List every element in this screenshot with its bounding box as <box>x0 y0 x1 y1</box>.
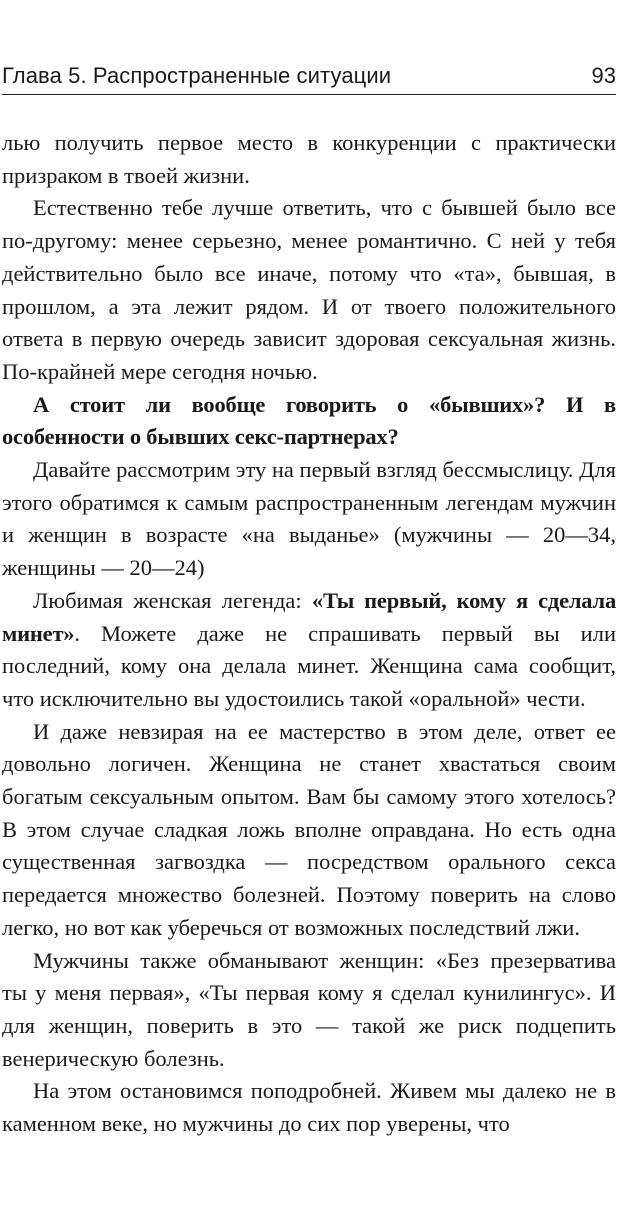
chapter-title: Глава 5. Распространенные ситуации <box>2 63 392 88</box>
running-header <box>2 58 616 95</box>
paragraph-lead: Любимая женская легенда: <box>33 587 312 613</box>
paragraph: На этом остановимся поподробней. Живем мы далеко не в каменном веке, но мужчины до сих пор уверены, что <box>2 1078 616 1137</box>
bold-quote: «Ты первый, кому я сделала минет» <box>2 587 616 646</box>
paragraph-legend <box>2 585 616 716</box>
paragraph: Естественно тебе лучше ответить, что с бывшей было все по-другому: менее серьезно, менее романтично. С ней у тебя действительно было все иначе, потому что «та», бывшая, в прошлом, а эта лежит рядом. И от твоего положительного ответа в первую очередь зависит здоровая сексуальная жизнь. По-крайней мере сегодня ночью. <box>2 195 616 384</box>
paragraph: Давайте рассмотрим эту на первый взгляд бессмыслицу. Для этого обратимся к самым распространенным легендам мужчин и женщин в возрасте «на выданье» (мужчины — 20—34, женщины — 20—24) <box>2 457 616 581</box>
body-text <box>2 127 616 1141</box>
paragraph: И даже невзирая на ее мастерство в этом деле, ответ ее довольно логичен. Женщина не станет хвастаться своим богатым сексуальным опытом. Вам бы самому этого хотелось? В этом случае сладкая ложь вполне оправдана. Но есть одна существенная загвоздка — посредством орального секса передается множество болезней. Поэтому поверить на слово легко, но вот как уберечься от возможных последствий лжи. <box>2 718 616 940</box>
page-number: 93 <box>591 63 616 88</box>
paragraph-continuation: лью получить первое место в конкуренции с практически призраком в твоей жизни. <box>2 130 616 188</box>
paragraph: Мужчины также обманывают женщин: «Без презерватива ты у меня первая», «Ты первая кому я сделал кунилингус». И для женщин, поверить в это — такой же риск подцепить венерическую болезнь. <box>2 947 616 1071</box>
paragraph-tail: . Можете даже не спрашивать первый вы или последний, кому она делала минет. Женщина сама сообщит, что исключительно вы удостоились такой «оральной» чести. <box>2 620 616 711</box>
bold-question: А стоит ли вообще говорить о «бывших»? И в особенности о бывших секс-партнерах? <box>2 391 616 450</box>
